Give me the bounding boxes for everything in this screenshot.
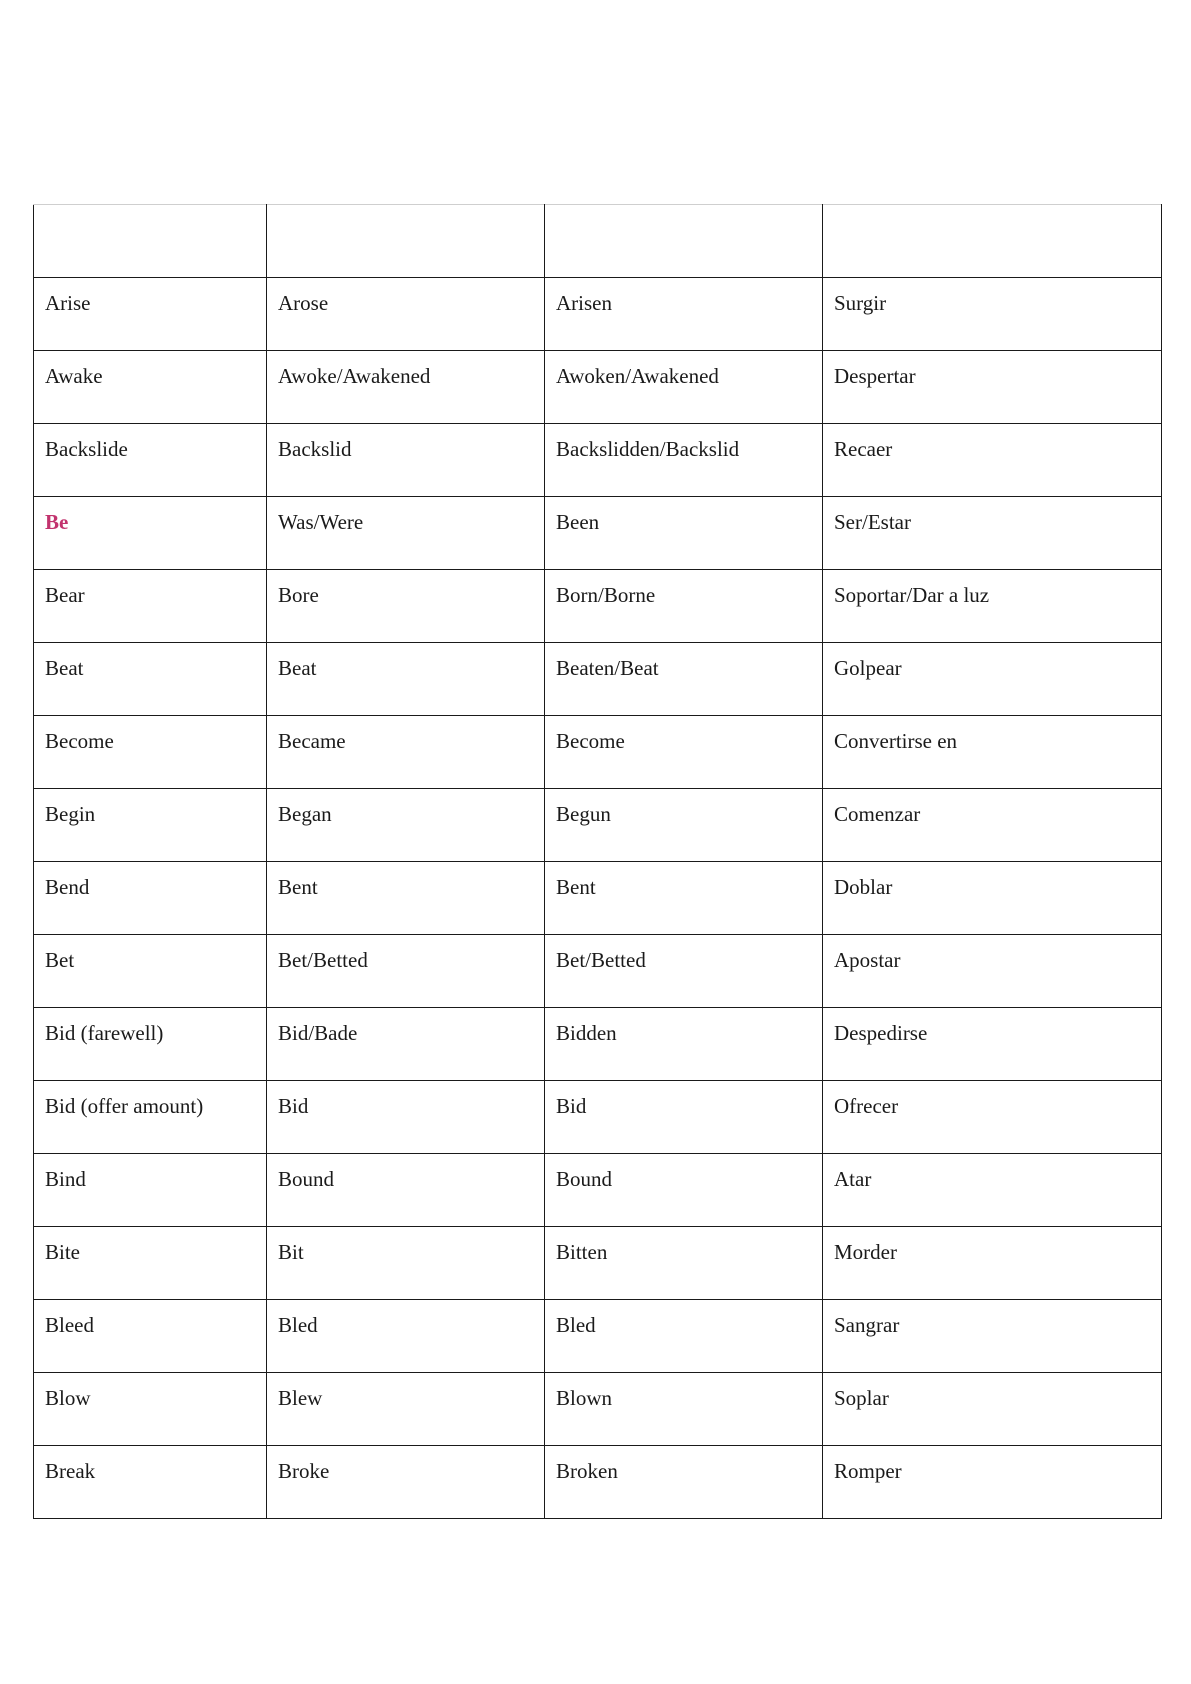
translation-cell: Sangrar [823, 1300, 1162, 1373]
past-participle-cell: Become [545, 716, 823, 789]
past-participle-cell: Bet/Betted [545, 935, 823, 1008]
base-form-cell: Bid (farewell) [34, 1008, 267, 1081]
translation-cell: Recaer [823, 424, 1162, 497]
past-simple-cell: Broke [267, 1446, 545, 1519]
table-row [34, 643, 1162, 716]
past-participle-cell: Beaten/Beat [545, 643, 823, 716]
past-simple-cell: Backslid [267, 424, 545, 497]
past-simple-cell: Became [267, 716, 545, 789]
past-participle-cell: Begun [545, 789, 823, 862]
base-form-cell: Awake [34, 351, 267, 424]
base-form-cell: Become [34, 716, 267, 789]
table-row [34, 424, 1162, 497]
table-row [34, 789, 1162, 862]
past-simple-cell: Bore [267, 570, 545, 643]
table-row [34, 935, 1162, 1008]
past-simple-cell: Bent [267, 862, 545, 935]
table-row [34, 351, 1162, 424]
table-row [34, 1008, 1162, 1081]
header-cell [545, 205, 823, 278]
translation-cell: Romper [823, 1446, 1162, 1519]
table-row [34, 1373, 1162, 1446]
header-cell [823, 205, 1162, 278]
base-form-cell: Bet [34, 935, 267, 1008]
base-form-cell: Bind [34, 1154, 267, 1227]
translation-cell: Ser/Estar [823, 497, 1162, 570]
base-form-cell: Beat [34, 643, 267, 716]
header-cell [267, 205, 545, 278]
table-row [34, 278, 1162, 351]
past-participle-cell: Been [545, 497, 823, 570]
translation-cell: Apostar [823, 935, 1162, 1008]
table-row [34, 1154, 1162, 1227]
header-cell [34, 205, 267, 278]
base-form-cell: Break [34, 1446, 267, 1519]
base-form-cell: Bend [34, 862, 267, 935]
past-participle-cell: Backslidden/Backslid [545, 424, 823, 497]
base-form-cell-highlighted [34, 497, 267, 570]
past-participle-cell: Arisen [545, 278, 823, 351]
translation-cell: Atar [823, 1154, 1162, 1227]
table-row [34, 570, 1162, 643]
table-row [34, 1300, 1162, 1373]
translation-cell: Soplar [823, 1373, 1162, 1446]
highlighted-verb: Be [45, 510, 69, 534]
translation-cell: Surgir [823, 278, 1162, 351]
past-participle-cell: Bid [545, 1081, 823, 1154]
past-participle-cell: Born/Borne [545, 570, 823, 643]
base-form-cell: Bleed [34, 1300, 267, 1373]
past-simple-cell: Blew [267, 1373, 545, 1446]
base-form-cell: Begin [34, 789, 267, 862]
translation-cell: Despedirse [823, 1008, 1162, 1081]
table-row [34, 1227, 1162, 1300]
past-participle-cell: Blown [545, 1373, 823, 1446]
translation-cell: Comenzar [823, 789, 1162, 862]
past-simple-cell: Arose [267, 278, 545, 351]
translation-cell: Golpear [823, 643, 1162, 716]
table-row [34, 862, 1162, 935]
past-participle-cell: Bound [545, 1154, 823, 1227]
past-simple-cell: Awoke/Awakened [267, 351, 545, 424]
past-simple-cell: Bet/Betted [267, 935, 545, 1008]
past-participle-cell: Bidden [545, 1008, 823, 1081]
translation-cell: Soportar/Dar a luz [823, 570, 1162, 643]
past-simple-cell: Bit [267, 1227, 545, 1300]
table-row [34, 1446, 1162, 1519]
past-participle-cell: Bled [545, 1300, 823, 1373]
past-simple-cell: Bid/Bade [267, 1008, 545, 1081]
past-simple-cell: Began [267, 789, 545, 862]
table-row [34, 716, 1162, 789]
past-simple-cell: Bound [267, 1154, 545, 1227]
base-form-cell: Blow [34, 1373, 267, 1446]
past-participle-cell: Awoken/Awakened [545, 351, 823, 424]
base-form-cell: Bid (offer amount) [34, 1081, 267, 1154]
past-simple-cell: Bled [267, 1300, 545, 1373]
base-form-cell: Bite [34, 1227, 267, 1300]
past-simple-cell: Bid [267, 1081, 545, 1154]
base-form-cell: Bear [34, 570, 267, 643]
translation-cell: Doblar [823, 862, 1162, 935]
past-participle-cell: Bent [545, 862, 823, 935]
base-form-cell: Arise [34, 278, 267, 351]
translation-cell: Ofrecer [823, 1081, 1162, 1154]
past-participle-cell: Bitten [545, 1227, 823, 1300]
past-simple-cell: Was/Were [267, 497, 545, 570]
table-header-row [34, 205, 1162, 278]
translation-cell: Despertar [823, 351, 1162, 424]
past-simple-cell: Beat [267, 643, 545, 716]
table-row [34, 497, 1162, 570]
past-participle-cell: Broken [545, 1446, 823, 1519]
base-form-cell: Backslide [34, 424, 267, 497]
translation-cell: Convertirse en [823, 716, 1162, 789]
irregular-verbs-table [33, 204, 1162, 1519]
translation-cell: Morder [823, 1227, 1162, 1300]
table-row [34, 1081, 1162, 1154]
